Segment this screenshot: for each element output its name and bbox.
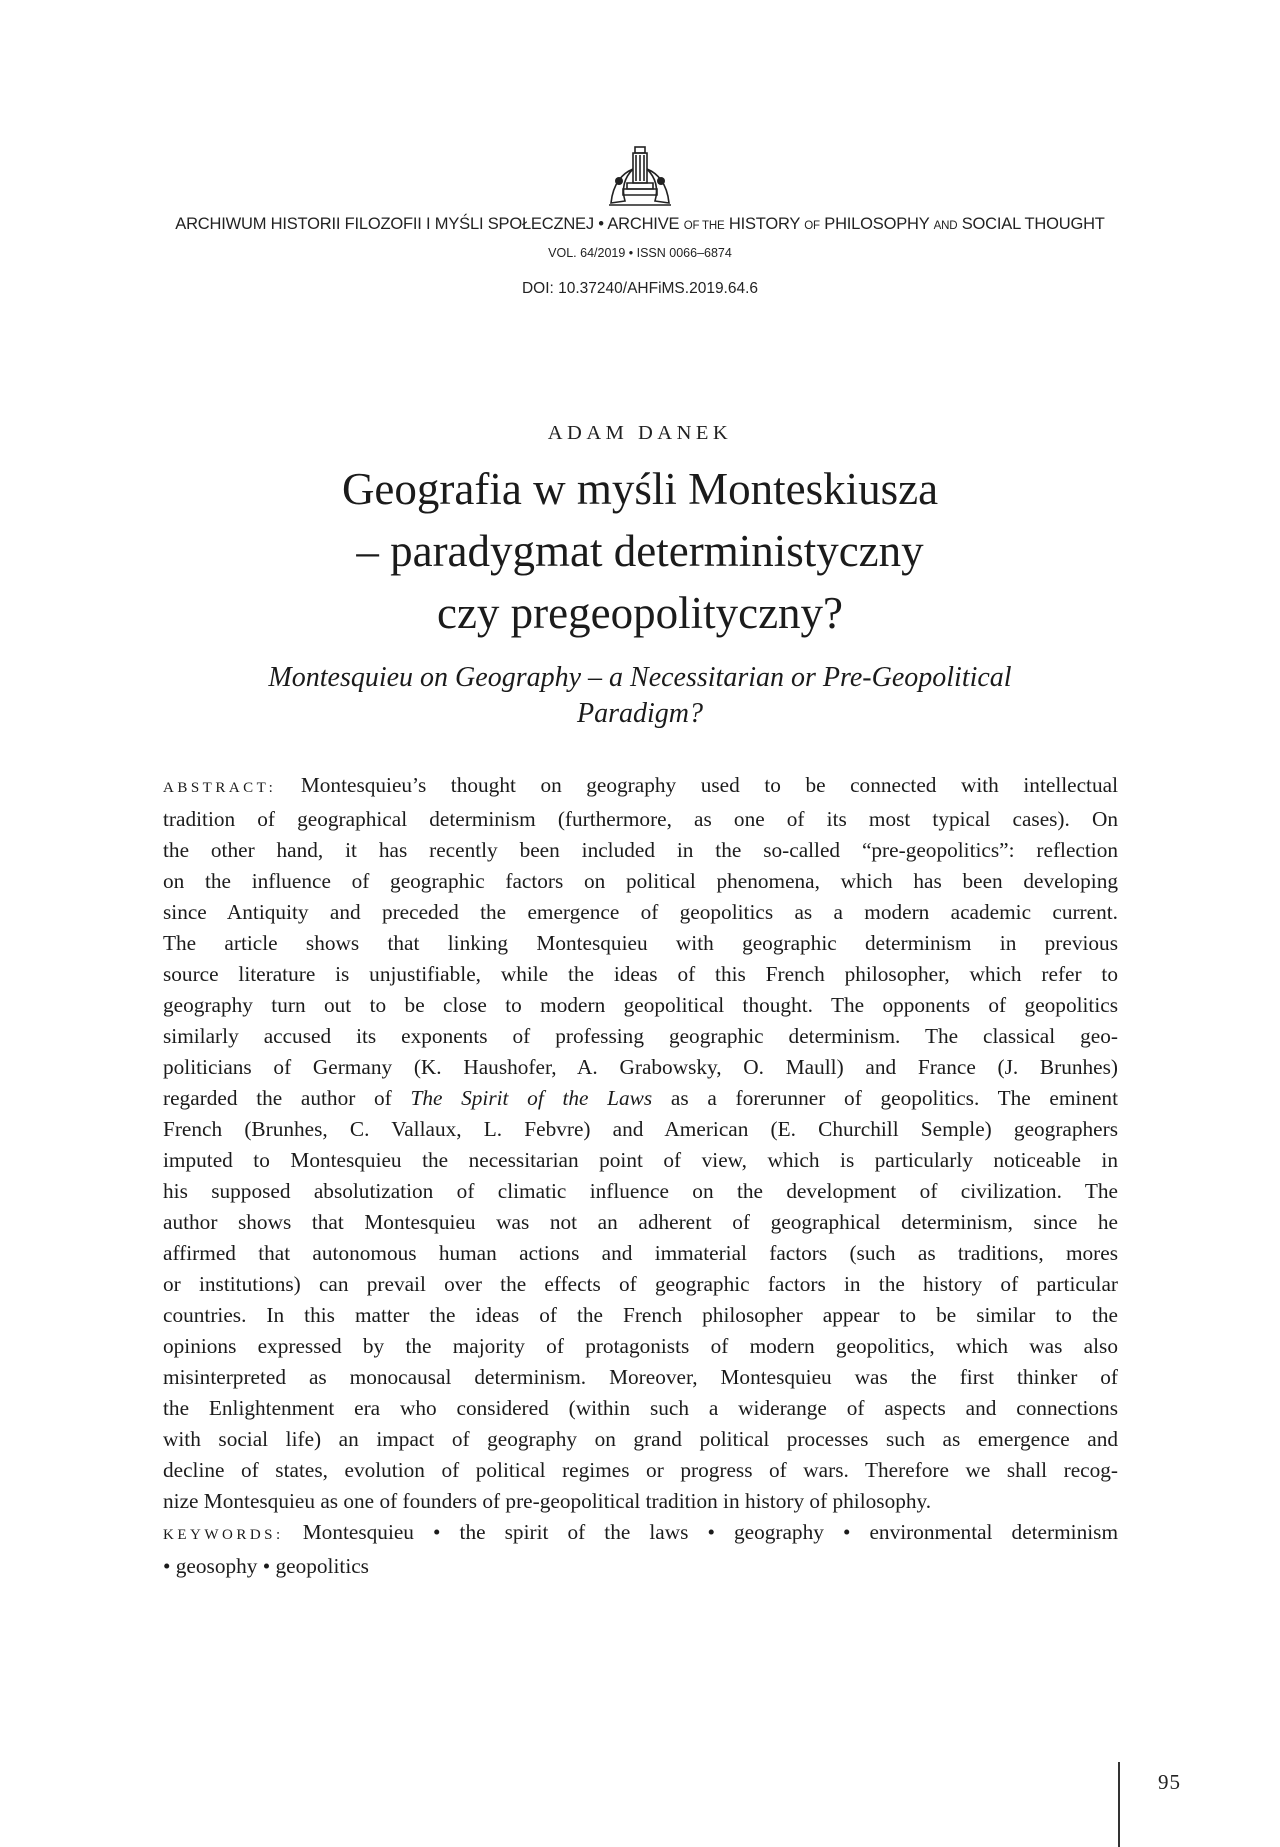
volume-issn: VOL. 64/2019 • ISSN 0066–6874: [548, 246, 732, 260]
abstract-line: the Enlightenment era who considered (within such a widerange of aspects and connections: [163, 1396, 1118, 1420]
abstract-line: author shows that Montesquieu was not an adherent of geographical determinism, since he: [163, 1210, 1118, 1234]
abstract-line: tradition of geographical determinism (furthermore, as one of its most typical cases). On: [163, 807, 1118, 831]
abstract-line: since Antiquity and preceded the emergence of geopolitics as a modern academic current.: [163, 900, 1118, 924]
abstract-line: nize Montesquieu as one of founders of pre-geopolitical tradition in history of philosophy.: [163, 1489, 932, 1513]
abstract-line: affirmed that autonomous human actions and immaterial factors (such as traditions, mores: [163, 1241, 1118, 1265]
journal-logo-icon: [605, 143, 675, 209]
abstract-line: countries. In this matter the ideas of the French philosopher appear to be similar to the: [163, 1303, 1118, 1327]
title-line: czy pregeopolityczny?: [436, 588, 844, 638]
subtitle-line: Paradigm?: [577, 698, 703, 729]
abstract-line: his supposed absolutization of climatic influence on the development of civilization. The: [163, 1179, 1118, 1203]
article-subtitle: [200, 660, 1080, 732]
journal-title-line: [120, 215, 1160, 234]
philosophy-word: PHILOSOPHY: [824, 215, 930, 233]
social-thought-word: SOCIAL THOUGHT: [961, 215, 1105, 233]
archive-word: ARCHIVE: [607, 215, 680, 233]
book-title-italic: The Spirit of the Laws: [410, 1086, 653, 1110]
abstract-text: regarded the author of: [163, 1086, 392, 1110]
abstract-line: decline of states, evolution of political regimes or progress of wars. Therefore we shall recog-: [163, 1458, 1118, 1482]
abstract-line: source literature is unjustifiable, while the ideas of this French philosopher, which refer to: [163, 962, 1118, 986]
subtitle-line: Montesquieu on Geography – a Necessitarian or Pre-Geopolitical: [268, 662, 1012, 693]
abstract-text: Montesquieu’s thought on geography used to be connected with intellectual: [300, 773, 1118, 797]
page-number: 95: [1158, 1770, 1181, 1794]
abstract-line: or institutions) can prevail over the effects of geographic factors in the history of particular: [163, 1272, 1118, 1296]
abstract-line: French (Brunhes, C. Vallaux, L. Febvre) and American (E. Churchill Semple) geographers: [163, 1117, 1118, 1141]
title-line: – paradygmat deterministyczny: [356, 526, 924, 576]
article-title: [100, 458, 1180, 644]
abstract-line: [163, 1083, 1118, 1114]
title-line: Geografia w myśli Monteskiusza: [341, 464, 939, 514]
article-author: ADAM DANEK: [547, 422, 733, 444]
abstract-line: [163, 770, 1118, 804]
page-number-rule: [1118, 1762, 1120, 1847]
history-word: HISTORY: [728, 215, 800, 233]
keywords-label: KEYWORDS:: [163, 1527, 284, 1543]
abstract-line: opinions expressed by the majority of protagonists of modern geopolitics, which was also: [163, 1334, 1118, 1358]
abstract-text: as a forerunner of geopolitics. The eminent: [670, 1086, 1119, 1110]
separator-bullet: •: [598, 215, 604, 233]
of-word: OF: [804, 220, 820, 232]
of-the-word: OF THE: [683, 220, 725, 232]
abstract-line: politicians of Germany (K. Haushofer, A. Grabowsky, O. Maull) and France (J. Brunhes): [163, 1055, 1118, 1079]
abstract-line: the other hand, it has recently been included in the so-called “pre-geopolitics”: reflection: [163, 838, 1118, 862]
abstract-line: The article shows that linking Montesquieu with geographic determinism in previous: [163, 931, 1118, 955]
abstract: [163, 770, 1118, 1582]
abstract-label: ABSTRACT:: [163, 780, 277, 796]
abstract-line: similarly accused its exponents of professing geographic determinism. The classical geo-: [163, 1024, 1118, 1048]
abstract-line: misinterpreted as monocausal determinism. Moreover, Montesquieu was the first thinker of: [163, 1365, 1118, 1389]
doi: DOI: 10.37240/AHFiMS.2019.64.6: [521, 280, 759, 297]
abstract-line: with social life) an impact of geography on grand political processes such as emergence and: [163, 1427, 1118, 1451]
keywords-text: Montesquieu • the spirit of the laws • geography • environmental determinism: [302, 1520, 1119, 1544]
abstract-line: imputed to Montesquieu the necessitarian point of view, which is particularly noticeable in: [163, 1148, 1118, 1172]
abstract-line: on the influence of geographic factors on political phenomena, which has been developing: [163, 869, 1118, 893]
journal-title-pl: ARCHIWUM HISTORII FILOZOFII I MYŚLI SPOŁECZNEJ: [175, 215, 594, 233]
keywords-line: • geosophy • geopolitics: [163, 1554, 369, 1578]
and-word: AND: [933, 220, 958, 232]
keywords-line: [163, 1517, 1118, 1551]
abstract-line: geography turn out to be close to modern geopolitical thought. The opponents of geopolitics: [163, 993, 1118, 1017]
